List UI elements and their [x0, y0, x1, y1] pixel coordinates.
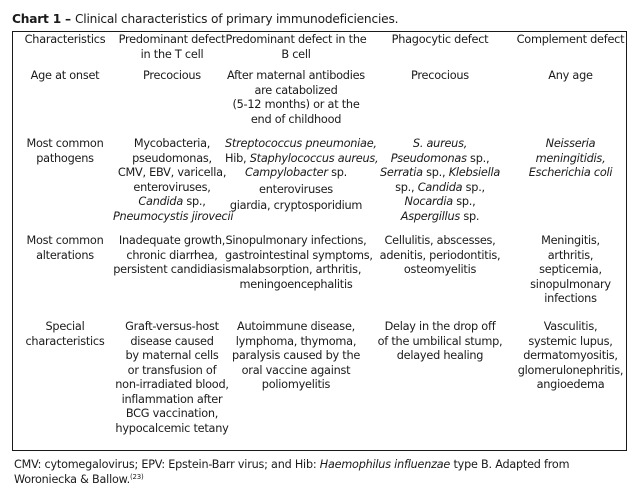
cell-line — [366, 152, 514, 167]
cell-line — [225, 151, 379, 167]
cell-line — [366, 195, 514, 210]
cell-text: sinopulmonary — [530, 277, 611, 291]
row-label-age-at-onset — [13, 69, 117, 84]
cell-line — [225, 137, 377, 152]
footnote-abbreviations: CMV: cytomegalovirus; EPV: Epstein-Barr virus; and Hib: — [14, 458, 320, 471]
cell-text: sp., — [395, 180, 418, 194]
cell-text: disease caused — [130, 334, 214, 348]
cell-line — [366, 181, 514, 196]
row-label-text: Special — [45, 320, 85, 333]
header-text: Phagocytic defect — [391, 33, 489, 46]
cell-text: giardia, cryptosporidium — [229, 199, 363, 212]
species-name: Escherichia coli — [528, 166, 613, 179]
species-name: Nocardia — [404, 195, 453, 208]
cell-text: or transfusion of — [127, 363, 217, 377]
cell-line — [513, 152, 628, 167]
cell-text: are catabolized — [254, 83, 338, 97]
cell-line — [225, 166, 367, 181]
species-name: Streptococcus pneumoniae, — [225, 137, 377, 150]
cell-text: Meningitis, — [541, 234, 600, 247]
cell-age-complement — [513, 69, 628, 84]
cell-special-t-cell — [113, 320, 231, 436]
header-t-cell — [113, 33, 231, 62]
cell-text: (5-12 months) or at the — [232, 98, 360, 111]
cell-line — [113, 209, 234, 225]
row-label-text: characteristics — [25, 334, 105, 348]
footnote-reference: (23) — [129, 472, 144, 481]
cell-alterations-phagocytic — [366, 234, 514, 278]
cell-pathogens-phagocytic — [366, 137, 514, 224]
cell-text: BCG vaccination, — [125, 407, 219, 420]
cell-text: adenitis, periodontitis, — [379, 248, 501, 262]
cell-special-complement — [513, 320, 628, 393]
cell-text: paralysis caused by the — [231, 349, 361, 362]
species-name: meningitidis, — [535, 151, 606, 165]
cell-text: inflammation after — [121, 392, 223, 406]
cell-age-phagocytic — [366, 69, 514, 84]
cell-text: Vasculitis, — [543, 320, 598, 333]
cell-age-b-cell — [225, 69, 367, 127]
cell-text: Any age — [548, 69, 593, 82]
cell-text: dermatomyositis, — [523, 349, 618, 362]
cell-text: septicemia, — [539, 263, 602, 276]
cell-text: sp. — [460, 209, 480, 223]
header-b-cell — [225, 33, 367, 62]
row-label-text: pathogens — [36, 151, 94, 165]
cell-age-t-cell — [113, 69, 231, 84]
header-phagocytic — [366, 33, 514, 48]
cell-text: sp., — [183, 195, 206, 208]
cell-text: infections — [544, 292, 597, 305]
cell-line — [366, 210, 514, 225]
cell-text: sp., — [452, 195, 476, 208]
cell-text: Inadequate growth, — [118, 234, 226, 247]
species-name: Pneumocystis jirovecii — [113, 209, 234, 223]
cell-text: oral vaccine against — [241, 363, 351, 377]
cell-text: chronic diarrhea, — [126, 248, 218, 262]
cell-text: sp., — [422, 166, 449, 179]
cell-pathogens-t-cell — [113, 137, 234, 224]
species-name: Klebsiella — [448, 166, 501, 179]
cell-text: Cellulitis, abscesses, — [384, 234, 496, 247]
cell-text: gastrointestinal symptoms, — [225, 248, 373, 262]
cell-line — [366, 137, 514, 152]
footnote-species: Haemophilus influenzae — [319, 458, 451, 471]
cell-text: enteroviruses — [259, 182, 333, 196]
cell-text: CMV, EBV, varicella, — [117, 166, 227, 179]
cell-text: Mycobacteria, — [133, 137, 211, 150]
cell-text: enteroviruses, — [133, 180, 211, 194]
cell-line — [513, 166, 628, 181]
cell-text: lymphoma, thymoma, — [235, 334, 357, 348]
species-name: Staphylococcus aureus, — [249, 151, 379, 165]
cell-text: After maternal antibodies — [227, 69, 365, 82]
cell-line — [513, 137, 628, 152]
cell-text: angioedema — [536, 378, 605, 391]
header-characteristics — [13, 33, 117, 48]
table-footnote — [14, 458, 628, 487]
species-name: S. aureus, — [412, 137, 468, 150]
cell-text: delayed healing — [396, 349, 484, 362]
chart-caption: Clinical characteristics of primary immunodeficiencies. — [75, 12, 399, 26]
cell-text: systemic lupus, — [528, 334, 613, 348]
cell-text: sp. — [327, 166, 348, 179]
cell-text: osteomyelitis — [403, 263, 477, 276]
cell-text: sp., — [462, 180, 485, 194]
species-name: Candida — [417, 180, 463, 194]
header-text: Predominant defect in the — [225, 33, 367, 46]
row-label-pathogens — [13, 137, 117, 166]
cell-special-phagocytic — [366, 320, 514, 364]
cell-text: Graft-versus-host — [125, 320, 219, 333]
species-name: Aspergillus — [400, 209, 460, 223]
cell-pathogens-complement — [513, 137, 628, 181]
cell-line — [366, 166, 514, 181]
chart-label: Chart 1 — [12, 12, 62, 26]
species-name: Candida — [138, 195, 184, 208]
cell-text: poliomyelitis — [261, 378, 331, 391]
cell-text: Hib, — [225, 151, 250, 165]
species-name: Neisseria — [545, 137, 596, 150]
cell-text: by maternal cells — [125, 349, 219, 362]
row-label-alterations — [13, 234, 117, 263]
title-separator: – — [61, 12, 75, 26]
cell-alterations-b-cell — [225, 234, 373, 292]
cell-text: of the umbilical stump, — [377, 334, 503, 348]
header-text: Complement defect — [516, 33, 625, 46]
cell-text: Delay in the drop off — [384, 320, 496, 333]
row-label-text: Most common — [26, 137, 104, 150]
species-name: Serratia — [379, 166, 423, 179]
cell-text: Precocious — [411, 69, 469, 82]
header-text: in the T cell — [140, 47, 204, 61]
cell-text: hypocalcemic tetany — [115, 421, 229, 435]
cell-text: pseudomonas, — [132, 151, 212, 165]
cell-text: Precocious — [143, 69, 201, 82]
cell-text: glomerulonephritis, — [517, 363, 624, 377]
cell-text: non-irradiated blood, — [115, 378, 229, 391]
row-label-text: Age at onset — [30, 69, 100, 82]
chart-title — [12, 12, 398, 27]
cell-text: persistent candidiasis — [113, 263, 231, 276]
header-complement — [513, 33, 628, 48]
row-label-text: Most common — [26, 234, 104, 247]
row-label-special — [13, 320, 117, 349]
species-name: Pseudomonas — [390, 151, 467, 165]
header-text: Characteristics — [24, 33, 106, 46]
cell-alterations-complement — [513, 234, 628, 307]
cell-text: malabsorption, arthritis, — [230, 263, 362, 276]
row-label-text: alterations — [36, 248, 94, 262]
cell-text: arthritis, — [547, 248, 594, 262]
cell-text: Sinopulmonary infections, — [225, 234, 367, 247]
cell-pathogens-b-cell — [225, 137, 379, 214]
cell-text: end of childhood — [250, 112, 342, 126]
cell-text: meningoencephalitis — [239, 277, 353, 291]
species-name: Campylobacter — [244, 166, 328, 179]
cell-text: Autoimmune disease, — [237, 320, 355, 333]
footnote-source: type B. Adapted from Woroniecka & Ballow. — [14, 458, 570, 486]
characteristics-table — [12, 31, 627, 451]
cell-text: sp., — [466, 151, 490, 165]
header-text: B cell — [281, 47, 311, 61]
cell-line — [113, 195, 231, 210]
cell-alterations-t-cell — [113, 234, 231, 278]
cell-special-b-cell — [225, 320, 367, 393]
header-text: Predominant defect — [118, 33, 226, 46]
